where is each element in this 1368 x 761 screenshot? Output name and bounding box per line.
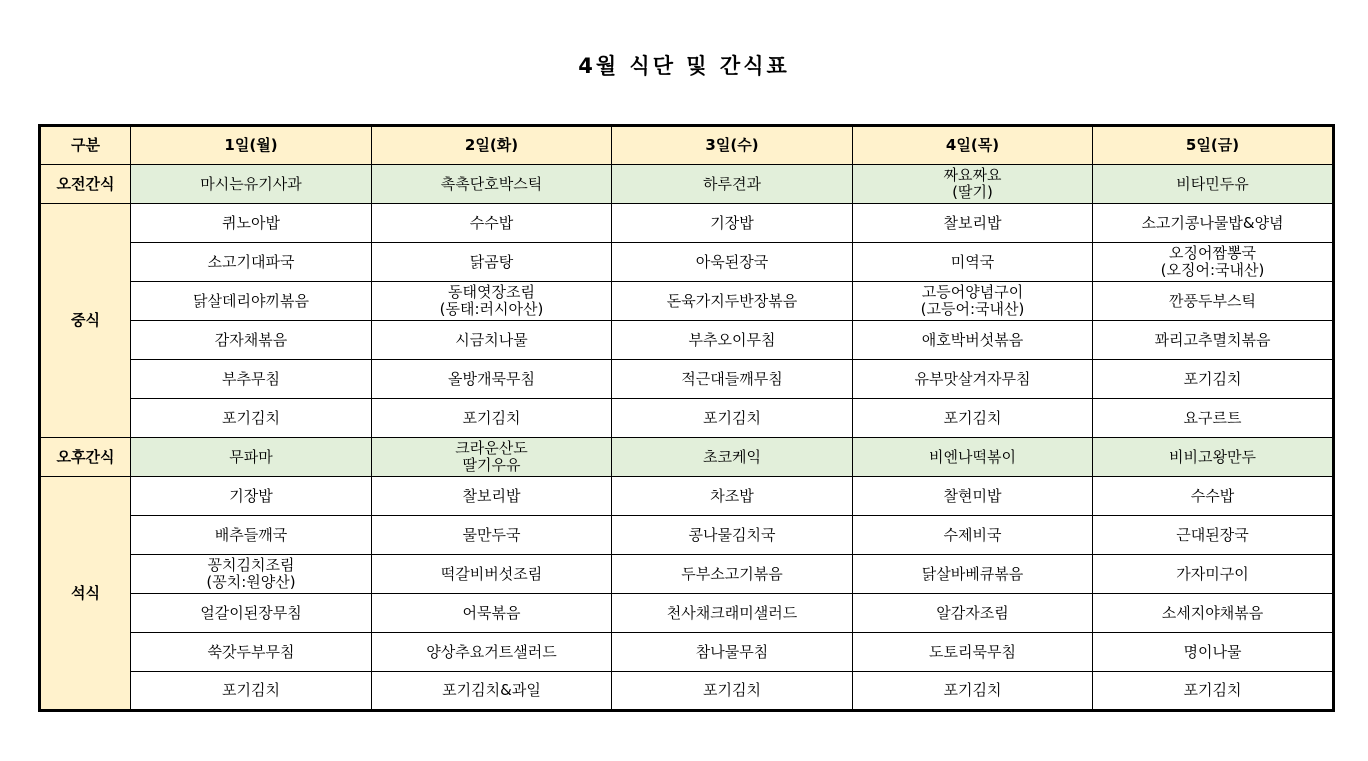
meal-item: 촉촉단호박스틱 <box>440 174 543 193</box>
meal-item: 가자미구이 <box>1176 564 1249 583</box>
dinner-row <box>40 477 1334 516</box>
dinner-row <box>40 516 1334 555</box>
meal-item: 포기김치 <box>222 681 280 699</box>
meal-item: 얼갈이된장무침 <box>200 603 302 622</box>
meal-item: 포기김치 <box>703 681 761 699</box>
meal-cell <box>131 594 372 633</box>
meal-item: 무파마 <box>229 447 273 466</box>
meal-cell <box>131 165 372 204</box>
day-header: 3일(수) <box>612 126 853 165</box>
meal-cell <box>853 282 1093 321</box>
meal-cell <box>372 243 612 282</box>
meal-cell <box>853 243 1093 282</box>
day-header: 1일(월) <box>131 126 372 165</box>
meal-item: 시금치나물 <box>455 330 528 349</box>
meal-cell <box>853 360 1093 399</box>
meal-cell <box>612 672 853 711</box>
meal-cell <box>612 204 853 243</box>
meal-item: 소세지야채볶음 <box>1161 603 1264 622</box>
meal-item: 도토리묵무침 <box>929 642 1016 661</box>
meal-item: 깐풍두부스틱 <box>1169 291 1256 310</box>
meal-cell <box>131 555 372 594</box>
meal-item: (꽁치:원양산) <box>206 573 296 591</box>
meal-label: 오전간식 <box>40 165 131 204</box>
meal-item: 포기김치 <box>222 408 280 427</box>
meal-item: 오징어짬뽕국 <box>1169 244 1256 262</box>
meal-item: 포기김치 <box>943 681 1002 699</box>
meal-item: 차조밥 <box>710 486 754 505</box>
meal-item: 근대된장국 <box>1176 525 1249 544</box>
meal-item: 포기김치 <box>703 408 761 427</box>
category-header: 구분 <box>40 126 131 165</box>
meal-cell <box>1093 477 1334 516</box>
meal-cell <box>131 399 372 438</box>
meal-item: (고등어:국내산) <box>920 300 1025 318</box>
meal-cell <box>131 204 372 243</box>
meal-cell <box>612 477 853 516</box>
meal-cell <box>131 282 372 321</box>
meal-cell <box>372 282 612 321</box>
meal-cell <box>1093 633 1334 672</box>
meal-item: 부추무침 <box>222 369 280 388</box>
meal-item: 기장밥 <box>710 213 754 232</box>
meal-item: 포기김치 <box>1183 369 1242 388</box>
meal-cell <box>1093 672 1334 711</box>
meal-label: 중식 <box>40 204 131 438</box>
meal-item: 유부맛살겨자무침 <box>914 369 1031 388</box>
meal-cell <box>612 633 853 672</box>
meal-cell <box>1093 594 1334 633</box>
meal-cell <box>612 282 853 321</box>
meal-item: 떡갈비버섯조림 <box>440 564 543 583</box>
meal-item: 아욱된장국 <box>695 252 769 271</box>
meal-cell <box>131 438 372 477</box>
meal-cell <box>853 516 1093 555</box>
meal-item: 초코케익 <box>703 447 761 466</box>
meal-cell <box>372 438 612 477</box>
meal-cell <box>612 165 853 204</box>
meal-item: 짜요짜요 <box>943 166 1002 184</box>
meal-cell <box>131 321 372 360</box>
meal-cell <box>131 633 372 672</box>
meal-item: 적근대들깨무침 <box>681 369 783 388</box>
meal-table <box>38 124 1335 712</box>
meal-item: 어묵볶음 <box>462 603 521 622</box>
meal-cell <box>372 594 612 633</box>
meal-item: 꽈리고추멸치볶음 <box>1154 330 1271 349</box>
meal-item: 올방개묵무침 <box>448 369 535 388</box>
meal-item: (오징어:국내산) <box>1160 261 1265 279</box>
meal-cell <box>1093 555 1334 594</box>
meal-cell <box>612 594 853 633</box>
lunch-row <box>40 399 1334 438</box>
meal-cell <box>853 204 1093 243</box>
meal-item: 비엔나떡볶이 <box>929 447 1016 466</box>
meal-item: 미역국 <box>950 252 995 271</box>
meal-item: (동태:러시아산) <box>439 300 544 318</box>
meal-cell <box>853 477 1093 516</box>
meal-cell <box>1093 360 1334 399</box>
meal-item: 닭살바베큐볶음 <box>921 564 1024 583</box>
meal-cell <box>372 516 612 555</box>
meal-item: 수수밥 <box>1190 486 1235 505</box>
meal-cell <box>1093 321 1334 360</box>
meal-cell <box>131 477 372 516</box>
meal-cell <box>372 321 612 360</box>
meal-item: 돈육가지두반장볶음 <box>666 291 798 310</box>
meal-cell <box>853 594 1093 633</box>
meal-item: 기장밥 <box>229 486 273 505</box>
meal-item: 소고기콩나물밥&양념 <box>1141 213 1284 232</box>
meal-cell <box>612 555 853 594</box>
meal-item: 포기김치 <box>462 408 521 427</box>
meal-cell <box>1093 282 1334 321</box>
meal-item: 찰현미밥 <box>943 486 1002 505</box>
afternoon-snack-row <box>40 438 1334 477</box>
meal-cell <box>612 399 853 438</box>
meal-item: 명이나물 <box>1183 642 1242 661</box>
meal-item: 천사채크래미샐러드 <box>666 603 798 622</box>
meal-cell <box>1093 438 1334 477</box>
meal-cell <box>612 516 853 555</box>
dinner-row <box>40 594 1334 633</box>
dinner-row <box>40 633 1334 672</box>
meal-item: 크라운산도 <box>455 439 528 457</box>
meal-item: 수제비국 <box>943 525 1002 544</box>
meal-cell <box>1093 165 1334 204</box>
meal-item: 찰보리밥 <box>462 486 521 505</box>
morning-snack-row <box>40 165 1334 204</box>
meal-item: 감자채볶음 <box>214 330 288 349</box>
meal-cell <box>372 633 612 672</box>
meal-item: 찰보리밥 <box>943 213 1002 232</box>
meal-cell <box>131 672 372 711</box>
meal-item: 딸기우유 <box>462 456 521 474</box>
meal-cell <box>131 516 372 555</box>
meal-item: 콩나물김치국 <box>688 525 776 544</box>
meal-item: 비타민두유 <box>1176 174 1249 193</box>
meal-cell <box>372 477 612 516</box>
meal-cell <box>853 438 1093 477</box>
lunch-row <box>40 360 1334 399</box>
meal-cell <box>853 165 1093 204</box>
dinner-row <box>40 555 1334 594</box>
meal-label: 오후간식 <box>40 438 131 477</box>
meal-item: 마시는유기사과 <box>200 174 302 193</box>
meal-item: 고등어양념구이 <box>921 283 1024 301</box>
meal-cell <box>853 399 1093 438</box>
meal-cell <box>612 360 853 399</box>
meal-cell <box>612 243 853 282</box>
meal-cell <box>1093 204 1334 243</box>
meal-cell <box>372 399 612 438</box>
meal-cell <box>612 321 853 360</box>
meal-item: (딸기) <box>952 183 993 201</box>
meal-item: 포기김치&과일 <box>442 681 541 699</box>
meal-item: 하루견과 <box>703 174 761 193</box>
meal-cell <box>853 672 1093 711</box>
meal-cell <box>372 165 612 204</box>
meal-cell <box>853 555 1093 594</box>
meal-cell <box>372 672 612 711</box>
meal-cell <box>131 243 372 282</box>
meal-item: 포기김치 <box>943 408 1002 427</box>
meal-item: 닭살데리야끼볶음 <box>193 291 309 310</box>
meal-item: 쑥갓두부무침 <box>207 642 295 661</box>
meal-item: 요구르트 <box>1183 408 1242 427</box>
header-row <box>40 126 1334 165</box>
meal-label: 석식 <box>40 477 131 711</box>
dinner-row <box>40 672 1334 711</box>
meal-item: 알감자조림 <box>936 603 1009 622</box>
meal-item: 애호박버섯볶음 <box>921 330 1024 349</box>
meal-item: 포기김치 <box>1183 681 1242 699</box>
meal-cell <box>372 360 612 399</box>
day-header: 5일(금) <box>1093 126 1334 165</box>
lunch-row <box>40 282 1334 321</box>
meal-cell <box>853 633 1093 672</box>
meal-item: 물만두국 <box>462 525 521 544</box>
meal-item: 소고기대파국 <box>207 252 295 271</box>
meal-item: 부추오이무침 <box>688 330 776 349</box>
meal-cell <box>1093 243 1334 282</box>
page-title: 4월 식단 및 간식표 <box>578 54 790 78</box>
meal-item: 닭곰탕 <box>469 252 514 271</box>
meal-item: 꽁치김치조림 <box>207 556 295 574</box>
meal-cell <box>1093 516 1334 555</box>
meal-cell <box>372 204 612 243</box>
meal-item: 수수밥 <box>469 213 514 232</box>
meal-item: 비비고왕만두 <box>1169 447 1256 466</box>
lunch-row <box>40 243 1334 282</box>
meal-cell <box>372 555 612 594</box>
meal-item: 양상추요거트샐러드 <box>426 642 557 661</box>
lunch-row <box>40 204 1334 243</box>
meal-item: 퀴노아밥 <box>222 213 280 232</box>
meal-item: 참나물무침 <box>695 642 769 661</box>
meal-item: 동태엿장조림 <box>448 283 535 301</box>
meal-item: 배추들깨국 <box>214 525 288 544</box>
meal-cell <box>612 438 853 477</box>
meal-cell <box>131 360 372 399</box>
day-header: 2일(화) <box>372 126 612 165</box>
meal-item: 두부소고기볶음 <box>681 564 783 583</box>
day-header: 4일(목) <box>853 126 1093 165</box>
lunch-row <box>40 321 1334 360</box>
meal-cell <box>853 321 1093 360</box>
meal-cell <box>1093 399 1334 438</box>
